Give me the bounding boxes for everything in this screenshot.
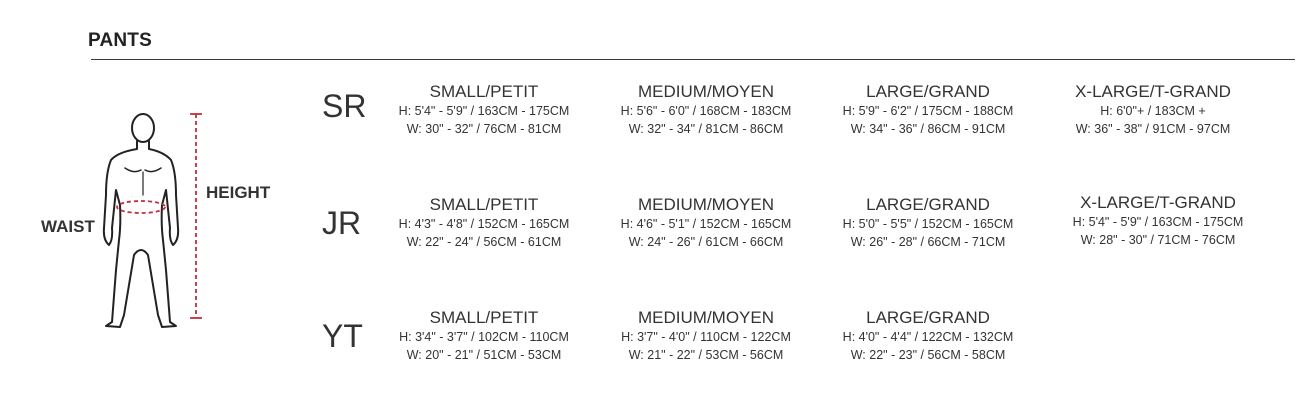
height-range: H: 5'4" - 5'9" / 163CM - 175CM <box>1072 215 1244 229</box>
waist-range: W: 22" - 24" / 56CM - 61CM <box>406 235 562 249</box>
height-range: H: 4'6" - 5'1" / 152CM - 165CM <box>620 217 792 231</box>
height-range: H: 6'0"+ / 183CM + <box>1100 104 1206 118</box>
size-name: MEDIUM/MOYEN <box>638 308 774 327</box>
waist-range: W: 21" - 22" / 53CM - 56CM <box>628 348 784 362</box>
waist-range: W: 20" - 21" / 51CM - 53CM <box>406 348 562 362</box>
height-range: H: 5'4" - 5'9" / 163CM - 175CM <box>398 104 570 118</box>
row-label-jr: JR <box>322 205 362 241</box>
size-name: X-LARGE/T-GRAND <box>1075 82 1231 101</box>
size-name: LARGE/GRAND <box>866 82 990 101</box>
size-cell <box>364 195 604 251</box>
row-label-yt: YT <box>322 318 363 354</box>
height-label: HEIGHT <box>206 183 271 202</box>
size-cell <box>1033 82 1273 138</box>
height-range: H: 4'0" - 4'4" / 122CM - 132CM <box>842 330 1014 344</box>
size-cell <box>364 82 604 138</box>
waist-range: W: 32" - 34" / 81CM - 86CM <box>628 122 784 136</box>
size-cell <box>1038 193 1278 249</box>
size-name: SMALL/PETIT <box>429 82 539 101</box>
size-cell <box>808 195 1048 251</box>
waist-range: W: 28" - 30" / 71CM - 76CM <box>1080 233 1236 247</box>
size-name: MEDIUM/MOYEN <box>638 195 774 214</box>
waist-range: W: 26" - 28" / 66CM - 71CM <box>850 235 1006 249</box>
size-name: LARGE/GRAND <box>866 308 990 327</box>
size-name: SMALL/PETIT <box>429 195 539 214</box>
height-range: H: 4'3" - 4'8" / 152CM - 165CM <box>398 217 570 231</box>
size-name: LARGE/GRAND <box>866 195 990 214</box>
height-range: H: 5'6" - 6'0" / 168CM - 183CM <box>620 104 792 118</box>
waist-label: WAIST <box>41 217 95 236</box>
waist-range: W: 24" - 26" / 61CM - 66CM <box>628 235 784 249</box>
height-range: H: 3'4" - 3'7" / 102CM - 110CM <box>399 330 569 344</box>
height-range: H: 5'9" - 6'2" / 175CM - 188CM <box>842 104 1014 118</box>
waist-range: W: 22" - 23" / 56CM - 58CM <box>850 348 1006 362</box>
size-name: MEDIUM/MOYEN <box>638 82 774 101</box>
size-name: SMALL/PETIT <box>429 308 539 327</box>
height-range: H: 3'7" - 4'0" / 110CM - 122CM <box>621 330 791 344</box>
waist-range: W: 34" - 36" / 86CM - 91CM <box>850 122 1006 136</box>
page-title: PANTS <box>88 30 152 51</box>
title-divider <box>91 59 1295 60</box>
size-cell <box>586 195 826 251</box>
size-cell <box>586 308 826 364</box>
height-range: H: 5'0" - 5'5" / 152CM - 165CM <box>842 217 1014 231</box>
waist-range: W: 30" - 32" / 76CM - 81CM <box>406 122 562 136</box>
size-cell <box>586 82 826 138</box>
size-cell <box>808 82 1048 138</box>
row-label-sr: SR <box>322 88 367 124</box>
size-cell <box>364 308 604 364</box>
waist-range: W: 36" - 38" / 91CM - 97CM <box>1075 122 1231 136</box>
size-cell <box>808 308 1048 364</box>
size-name: X-LARGE/T-GRAND <box>1080 193 1236 212</box>
